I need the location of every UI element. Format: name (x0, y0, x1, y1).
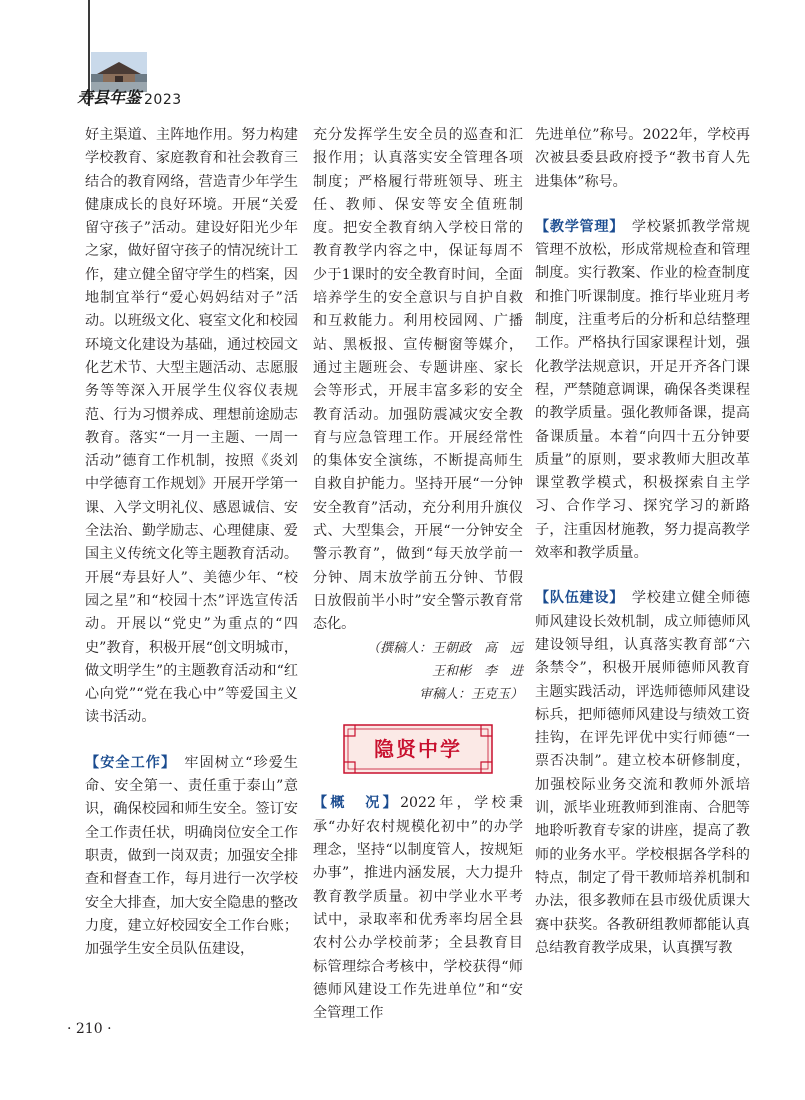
credit-line-3: 审稿人：王克玉） (418, 687, 523, 703)
school-heading (343, 724, 493, 774)
section-team (535, 587, 750, 960)
paragraph-safety-continued: 充分发挥学生安全员的巡查和汇报作用；认真落实安全管理各项制度；严格履行带班领导、班主任、教师、保安等安全值班制度。把安全教育纳入学校日常的教育教学内容之中，保证每周不少于1课时的安全教育时间，全面培养学生的安全意识与自护自救和互救能力。利用校园网、广播站、黑板报、宣传橱窗等媒介，通过主题班会、专题讲座、家长会等形式，开展丰富多彩的安全教育活动。加强防震减灾安全教育与应急管理工作。开展经常性的集体安全演练，不断提高师生自救自护能力。坚持开展“一分钟安全教育”活动，充分利用升旗仪式、大型集会，开展“一分钟安全警示教育”，做到“每天放学前一分钟、周末放学前五分钟、节假日放假前半小时”安全警示教育常态化。 (313, 127, 523, 633)
section-text-overview: 2022年，学校秉承“办好农村规模化初中”的办学理念，坚持“以制度管人，按规矩办事”，推进内涵发展，大力提升教育教学质量。初中学业水平考试中，录取率和优秀率均居全县农村公办学校前茅；全县教育目标管理综合考核中，学校获得“师德师风建设工作先进单位”和“安全管理工作 (313, 795, 523, 1022)
section-tag-overview: 【概 况】 (313, 795, 401, 812)
section-teaching (535, 216, 750, 565)
book-title-text: 寿县年鉴 (77, 88, 142, 107)
section-tag-team: 【队伍建设】 (535, 590, 618, 607)
section-tag-teaching: 【教学管理】 (535, 218, 618, 235)
school-name: 隐贤中学 (374, 737, 462, 762)
paragraph-overview-continued: 先进单位”称号。2022年，学校再次被县委县政府授予“教书育人先进集体”称号。 (535, 127, 750, 190)
paragraph-moral-education: 好主渠道、主阵地作用。努力构建学校教育、家庭教育和社会教育三结合的教育网络，营造青少年学生健康成长的良好环境。开展“关爱留守孩子”活动。建设好阳光少年之家，做好留守孩子的情况统计工作，建立健全留守学生的档案，因地制宜举行“爱心妈妈结对子”活动。以班级文化、寝室文化和校园环境文化建设为基础，通过校园文化艺术节、大型主题活动、志愿服务等等深入开展学生仪容仪表规范、行为习惯养成、理想前途励志教育。落实“一月一主题、一周一活动”德育工作机制，按照《炎刘中学德育工作规划》开展开学第一课、入学文明礼仪、感恩诚信、安全法治、勤学励志、心理健康、爱国主义传统文化等主题教育活动。开展“寿县好人”、美德少年、“校园之星”和“校园十杰”评选宣传活动。开展以“党史”为重点的“四史”教育，积极开展“创文明城市，做文明学生”的主题教育活动和“红心向党”“党在我心中”等爱国主义读书活动。 (85, 127, 298, 726)
column-2 (313, 124, 523, 1025)
page-number: · 210 · (67, 1021, 112, 1037)
section-safety (85, 752, 298, 962)
section-text-teaching: 学校紧抓教学常规管理不放松，形成常规检查和管理制度。实行教案、作业的检查制度和推门听课制度。推行毕业班月考制度，注重考后的分析和总结整理工作。严格执行国家课程计划，强化教学法规意识，开足开齐各门课程，严禁随意调课，确保各类课程的教学质量。强化教师备课，提高备课质量。本着“向四十五分钟要质量”的原则，要求教师大胆改革课堂教学模式，积极探索自主学习、合作学习、探究学习的新路子，注重因材施教，努力提高教学效率和教学质量。 (535, 218, 751, 562)
book-title (77, 80, 182, 108)
section-text-team: 学校建立健全师德师风建设长效机制，成立师德师风建设领导组，认真落实教育部“六条禁令”，积极开展师德师风教育主题实践活动，评选师德师风建设标兵，把师德师风建设与绩效工资挂钩，在评先评优中实行师德“一票否决制”。建立校本研修制度，加强校际业务交流和教师外派培训，派毕业班教师到淮南、合肥等地聆听教育专家的讲座，提高了教师的业务水平。学校根据各学科的特点，制定了骨干教师培养机制和办法，很多教师在县市级优质课大赛中获奖。各教研组教师都能认真总结教育教学成果，认真撰写教 (535, 590, 751, 956)
section-overview (313, 792, 523, 1025)
column-1 (85, 124, 298, 961)
section-tag-safety: 【安全工作】 (85, 754, 170, 771)
author-credits (313, 637, 523, 707)
credit-line-2: 王和彬 李 进 (431, 663, 523, 679)
credit-line-1: （撰稿人：王朝政 高 远 (366, 640, 523, 656)
column-3 (535, 124, 750, 960)
book-year: 2023 (144, 92, 182, 108)
section-text-safety: 牢固树立“珍爱生命、安全第一、责任重于泰山”意识，确保校园和师生安全。签订安全工作责任状，明确岗位安全工作职责，做到一岗双责；加强安全排查和督查工作，每月进行一次学校安全大排查，加大安全隐患的整改力度，建立好校园安全工作台账；加强学生安全员队伍建设， (85, 754, 298, 958)
